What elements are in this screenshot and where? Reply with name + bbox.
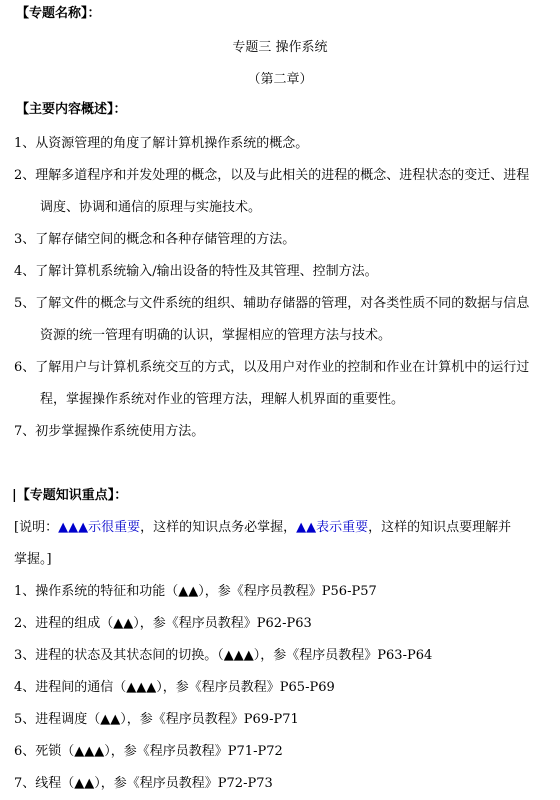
keypoint-item: [14, 646, 432, 666]
overview-item: [14, 166, 529, 186]
item-number: 5、: [14, 296, 36, 311]
note-important: ▲▲表示重要: [296, 520, 369, 535]
item-number: 4、: [14, 680, 36, 695]
item-number: 7、: [14, 424, 36, 439]
keypoint-item: [14, 678, 335, 698]
topic-label: 【专题名称】：: [16, 6, 101, 21]
note-very-important: ▲▲▲示很重要: [58, 520, 141, 535]
keypoint-item: [14, 774, 273, 794]
overview-item-continuation: 资源的统一管理有明确的认识，掌握相应的管理方法与技术。: [40, 328, 392, 343]
item-text: 理解多道程序和并发处理的概念，以及与此相关的进程的概念、进程状态的变迁、进程: [35, 168, 530, 183]
item-text: 死锁（▲▲▲），参《程序员教程》P71-P72: [35, 744, 283, 759]
note-line: [14, 518, 511, 538]
item-text: 线程（▲▲），参《程序员教程》P72-P73: [35, 776, 273, 791]
item-number: 3、: [14, 648, 36, 663]
item-number: 1、: [14, 136, 36, 151]
overview-label: 【主要内容概述】：: [16, 102, 127, 117]
overview-item-continuation: 程，掌握操作系统对作业的管理方法，理解人机界面的重要性。: [40, 392, 405, 407]
item-number: 6、: [14, 360, 36, 375]
item-text: 了解用户与计算机系统交互的方式，以及用户对作业的控制和作业在计算机中的运行过: [35, 360, 530, 375]
item-text: 进程调度（▲▲），参《程序员教程》P69-P71: [35, 712, 299, 727]
item-number: 2、: [14, 616, 36, 631]
note-middle: ，这样的知识点务必掌握，: [140, 520, 297, 535]
overview-item: [14, 422, 204, 442]
item-number: 3、: [14, 232, 36, 247]
item-number: 2、: [14, 168, 36, 183]
item-number: 5、: [14, 712, 36, 727]
item-text: 初步掌握操作系统使用方法。: [35, 424, 205, 439]
document-subtitle: （第二章）: [247, 72, 313, 87]
keypoint-item: [14, 614, 312, 634]
item-text: 进程的组成（▲▲），参《程序员教程》P62-P63: [35, 616, 312, 631]
keypoint-item: [14, 742, 283, 762]
note-prefix: [说明：: [14, 520, 59, 535]
overview-item: [14, 230, 295, 250]
item-number: 1、: [14, 584, 36, 599]
overview-item: [14, 358, 529, 378]
item-text: 进程间的通信（▲▲▲），参《程序员教程》P65-P69: [35, 680, 335, 695]
keypoint-item: [14, 710, 299, 730]
item-text: 了解计算机系统输入/输出设备的特性及其管理、控制方法。: [35, 264, 378, 279]
note-suffix: ，这样的知识点要理解并: [368, 520, 512, 535]
item-text: 从资源管理的角度了解计算机操作系统的概念。: [35, 136, 309, 151]
overview-item: [14, 134, 308, 154]
item-text: 进程的状态及其状态间的切换。（▲▲▲），参《程序员教程》P63-P64: [35, 648, 433, 663]
document-title: 专题三 操作系统: [232, 40, 328, 55]
keypoint-item: [14, 582, 377, 602]
overview-item-continuation: 调度、协调和通信的原理与实施技术。: [40, 200, 262, 215]
item-text: 操作系统的特征和功能（▲▲），参《程序员教程》P56-P57: [35, 584, 377, 599]
item-number: 6、: [14, 744, 36, 759]
item-number: 7、: [14, 776, 36, 791]
item-number: 4、: [14, 264, 36, 279]
keypoints-label: |【专题知识重点】：: [12, 488, 128, 503]
note-continuation: 掌握。]: [14, 552, 52, 567]
item-text: 了解存储空间的概念和各种存储管理的方法。: [35, 232, 296, 247]
item-text: 了解文件的概念与文件系统的组织、辅助存储器的管理，对各类性质不同的数据与信息: [35, 296, 530, 311]
overview-item: [14, 262, 378, 282]
overview-item: [14, 294, 529, 314]
